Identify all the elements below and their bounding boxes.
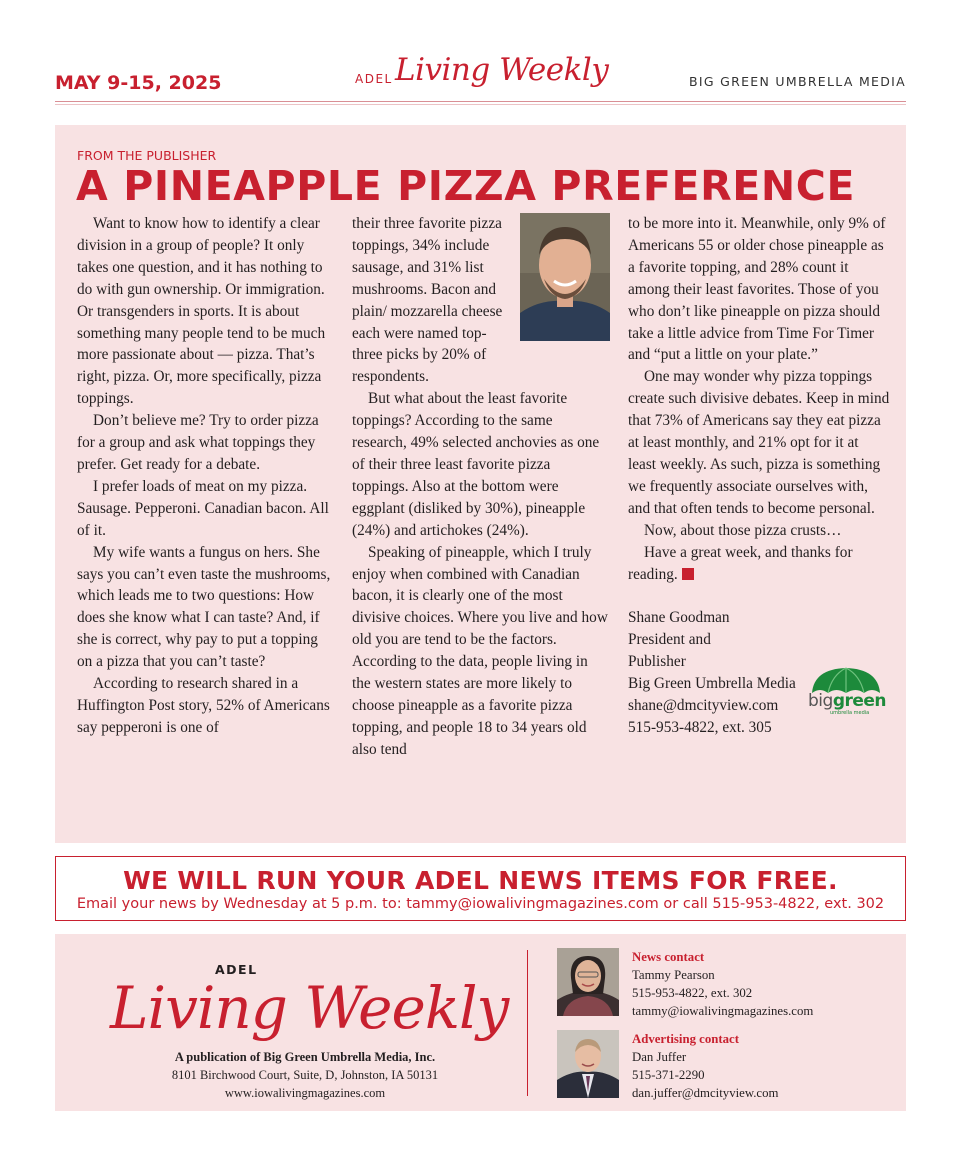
paragraph: to be more into it. Meanwhile, only 9% of Americans 55 or older chose pineapple as a favorite topping, and 28% count it among their least favorites. Those of you who don’t like pineapple on pizza should take a little advice from Time For Timer and “put a little on your plate.” bbox=[628, 215, 886, 364]
paragraph: According to research shared in a Huffington Post story, 52% of Americans say pepperoni is one of bbox=[77, 675, 330, 736]
logo-script-text: Living Weekly bbox=[395, 52, 609, 88]
article-column-3 bbox=[628, 213, 890, 739]
issue-date: MAY 9-15, 2025 bbox=[55, 72, 222, 94]
paragraph-closing bbox=[628, 542, 890, 586]
news-contact-title: News contact bbox=[632, 950, 705, 964]
footer-panel bbox=[55, 934, 906, 1111]
footer-divider bbox=[527, 950, 528, 1096]
advertising-contact-email: dan.juffer@dmcityview.com bbox=[632, 1086, 779, 1100]
advertising-contact bbox=[557, 1030, 887, 1100]
article-headline: A PINEAPPLE PIZZA PREFERENCE bbox=[76, 162, 856, 210]
publication-info bbox=[55, 1048, 555, 1102]
footer-logo-adel: ADEL bbox=[215, 962, 258, 977]
advertising-contact-details bbox=[632, 1030, 778, 1102]
paragraph: Speaking of pineapple, which I truly enjoy when combined with Canadian bacon, it is clearly one of the most divisive choices. Where you live and how old you are tend to be the factors. According to the data, people living in the western states are more likely to choose pineapple as a favorite pizza topping, and people 18 to 34 years old also tend bbox=[352, 543, 608, 758]
news-contact-portrait bbox=[557, 948, 619, 1016]
paragraph: My wife wants a fungus on hers. She says you can’t even taste the mushrooms, which leads me to two questions: How does she know what I can taste? And, if she is correct, why pay to put a topping on a pizza that you can’t taste? bbox=[77, 543, 331, 671]
footer-logo bbox=[105, 952, 515, 1052]
signature-title-2: Publisher bbox=[628, 653, 686, 671]
news-items-banner bbox=[55, 856, 906, 921]
paragraph: I prefer loads of meat on my pizza. Sausage. Pepperoni. Canadian bacon. All of it. bbox=[77, 477, 329, 539]
banner-subline: Email your news by Wednesday at 5 p.m. to: tammy@iowalivingmagazines.com or call 515-953-4822, ext. 302 bbox=[76, 896, 885, 912]
article-column-1 bbox=[77, 213, 335, 739]
author-photo bbox=[520, 213, 610, 341]
advertising-contact-portrait bbox=[557, 1030, 619, 1098]
signature-company: Big Green Umbrella Media bbox=[628, 675, 796, 693]
news-contact-phone: 515-953-4822, ext. 302 bbox=[632, 986, 753, 1000]
article-column-2 bbox=[352, 213, 610, 761]
article-kicker: FROM THE PUBLISHER bbox=[77, 148, 217, 163]
masthead bbox=[55, 52, 906, 102]
news-contact-email: tammy@iowalivingmagazines.com bbox=[632, 1004, 814, 1018]
signature-name: Shane Goodman bbox=[628, 609, 730, 627]
article-panel bbox=[55, 125, 906, 843]
signature-phone: 515-953-4822, ext. 305 bbox=[628, 718, 772, 736]
paragraph: Don’t believe me? Try to order pizza for a group and ask what toppings they prefer. Get ready for a debate. bbox=[77, 412, 319, 473]
wordmark-sub: umbrella media bbox=[830, 710, 870, 716]
author-portrait-image bbox=[520, 213, 610, 341]
advertising-contact-phone: 515-371-2290 bbox=[632, 1068, 705, 1082]
news-contact-name: Tammy Pearson bbox=[632, 968, 715, 982]
footer-logo-script: Living Weekly bbox=[110, 974, 509, 1042]
news-contact bbox=[557, 948, 887, 1018]
big-green-logo bbox=[808, 665, 887, 717]
wordmark-big: big bbox=[808, 691, 833, 711]
advertising-contact-name: Dan Juffer bbox=[632, 1050, 687, 1064]
closing-text: Have a great week, and thanks for reading. bbox=[628, 543, 853, 583]
paragraph: Want to know how to identify a clear division in a group of people? It only takes one question, and it has nothing to do with gun ownership. Or immigration. Or transgenders in sports. It is about something many people tend to be much more passionate about — pizza. That’s right, pizza. Or, more specifically, pizza toppings. bbox=[77, 215, 326, 408]
logo-adel-text: ADEL bbox=[355, 72, 393, 86]
paragraph: One may wonder why pizza toppings create such divisive debates. Keep in mind that 73% of Americans say they eat pizza at least monthly, and 21% opt for it at least weekly. As such, pizza is something we frequently associate ourselves with, and that often tends to become personal. bbox=[628, 368, 890, 517]
header-rule-secondary bbox=[55, 104, 906, 105]
news-contact-details bbox=[632, 948, 813, 1020]
signature-email: shane@dmcityview.com bbox=[628, 696, 779, 714]
end-mark-icon bbox=[682, 568, 694, 580]
wordmark-green: green bbox=[832, 691, 887, 711]
header-rule bbox=[55, 101, 906, 102]
publisher-name: BIG GREEN UMBRELLA MEDIA bbox=[689, 74, 906, 89]
paragraph: Now, about those pizza crusts… bbox=[644, 521, 842, 539]
publication-website: www.iowalivingmagazines.com bbox=[224, 1086, 386, 1100]
advertising-contact-photo bbox=[557, 1030, 619, 1098]
news-contact-photo bbox=[557, 948, 619, 1016]
paragraph: their three favorite pizza toppings, 34% include sausage, and 31% list mushrooms. Bacon and plain/ mozzarella cheese each were named top-three picks by 20% of respondents. bbox=[352, 215, 503, 386]
signature-title-1: President and bbox=[628, 631, 711, 649]
paragraph: But what about the least favorite toppings? According to the same research, 49% selected anchovies as one of their three least favorite pizza toppings. Also at the bottom were eggplant (disliked by 30%), pineapple (24%) and artichokes (24%). bbox=[352, 390, 600, 539]
publication-line: A publication of Big Green Umbrella Media, Inc. bbox=[174, 1050, 436, 1064]
big-green-wordmark bbox=[808, 691, 887, 711]
advertising-contact-title: Advertising contact bbox=[632, 1032, 739, 1046]
banner-headline: WE WILL RUN YOUR ADEL NEWS ITEMS FOR FREE. bbox=[123, 866, 838, 895]
publication-address: 8101 Birchwood Court, Suite, D, Johnston, IA 50131 bbox=[171, 1068, 439, 1082]
